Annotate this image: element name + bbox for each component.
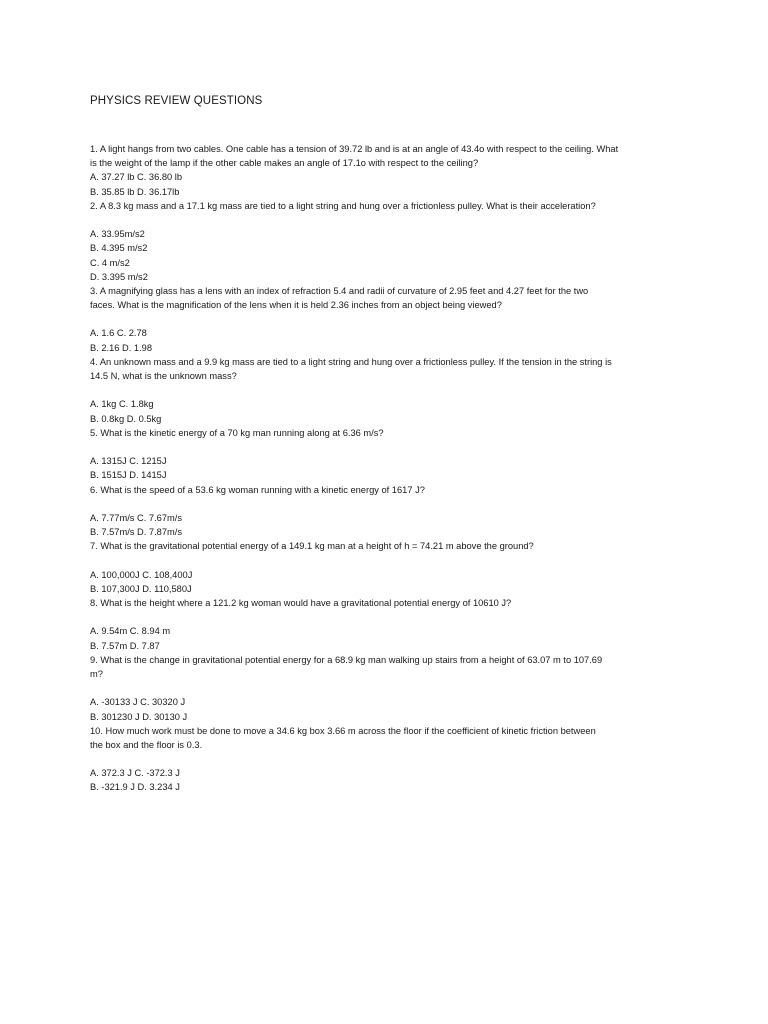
answer-choices-line: B. 7.57m/s D. 7.87m/s xyxy=(90,527,182,538)
questions-body xyxy=(90,142,690,795)
answer-choices-line: B. 301230 J D. 30130 J xyxy=(90,711,188,722)
question-text-line: the box and the floor is 0.3. xyxy=(90,739,203,750)
answer-choices-line: A. 9.54m C. 8.94 m xyxy=(90,626,171,637)
answer-choices-line: B. 4.395 m/s2 xyxy=(90,243,148,254)
question-text-line: is the weight of the lamp if the other cable makes an angle of 17.1o with respect to the ceiling? xyxy=(90,158,479,169)
blank-line xyxy=(90,752,690,766)
answer-choices-line: B. -321.9 J D. 3.234 J xyxy=(90,782,180,793)
question-text-line: 2. A 8.3 kg mass and a 17.1 kg mass are tied to a light string and hung over a frictionless pulley. What is their acceleration? xyxy=(90,200,596,211)
blank-line xyxy=(90,610,690,624)
answer-choices-line: A. 37.27 lb C. 36.80 lb xyxy=(90,172,182,183)
question-text-line: 5. What is the kinetic energy of a 70 kg man running along at 6.36 m/s? xyxy=(90,427,384,438)
answer-choices-line: A. 1kg C. 1.8kg xyxy=(90,399,154,410)
blank-line xyxy=(90,213,690,227)
answer-choices-line: B. 7.57m D. 7.87 xyxy=(90,640,160,651)
answer-choices-line: A. 33.95m/s2 xyxy=(90,229,145,240)
question-text-line: 4. An unknown mass and a 9.9 kg mass are tied to a light string and hung over a frictionless pulley. If the tension in the string is xyxy=(90,356,612,367)
answer-choices-line: B. 35.85 lb D. 36.17lb xyxy=(90,186,180,197)
blank-line xyxy=(90,383,690,397)
answer-choices-line: B. 2.16 D. 1.98 xyxy=(90,342,153,353)
answer-choices-line: A. 1.6 C. 2.78 xyxy=(90,328,147,339)
question-text-line: 8. What is the height where a 121.2 kg woman would have a gravitational potential energy of 10610 J? xyxy=(90,598,512,608)
question-text-line: 9. What is the change in gravitational potential energy for a 68.9 kg man walking up stairs from a height of 63.07 m to 107.69 xyxy=(90,654,603,665)
question-text-line: m? xyxy=(90,668,103,679)
question-text-line: 14.5 N, what is the unknown mass? xyxy=(90,371,237,381)
blank-line xyxy=(90,497,690,511)
answer-choices-line: B. 107,300J D. 110,580J xyxy=(90,583,192,594)
answer-choices-line: C. 4 m/s2 xyxy=(90,257,130,268)
question-text-line: faces. What is the magnification of the lens when it is held 2.36 inches from an object being viewed? xyxy=(90,300,502,311)
question-text-line: 1. A light hangs from two cables. One cable has a tension of 39.72 lb and is at an angle of 43.4o with respect to the ceiling. What xyxy=(90,144,619,154)
blank-line xyxy=(90,681,690,695)
question-text-line: 10. How much work must be done to move a 34.6 kg box 3.66 m across the floor if the coefficient of kinetic friction between xyxy=(90,725,596,736)
question-text-line: 6. What is the speed of a 53.6 kg woman running with a kinetic energy of 1617 J? xyxy=(90,484,425,495)
answer-choices-line: B. 0.8kg D. 0.5kg xyxy=(90,413,162,424)
answer-choices-line: A. 7.77m/s C. 7.67m/s xyxy=(90,512,182,523)
question-text-line: 3. A magnifying glass has a lens with an index of refraction 5.4 and radii of curvature of 2.95 feet and 4.27 feet for the two xyxy=(90,285,589,296)
answer-choices-line: A. 372.3 J C. -372.3 J xyxy=(90,768,180,779)
answer-choices-line: B. 1515J D. 1415J xyxy=(90,470,167,481)
blank-line xyxy=(90,553,690,567)
document-title: PHYSICS REVIEW QUESTIONS xyxy=(90,95,263,107)
answer-choices-line: A. 100,000J C. 108,400J xyxy=(90,569,193,580)
answer-choices-line: D. 3.395 m/s2 xyxy=(90,271,148,282)
question-text-line: 7. What is the gravitational potential energy of a 149.1 kg man at a height of h = 74.21 m above the ground? xyxy=(90,541,534,552)
answer-choices-line: A. 1315J C. 1215J xyxy=(90,456,167,467)
answer-choices-line: A. -30133 J C. 30320 J xyxy=(90,697,186,708)
blank-line xyxy=(90,440,690,454)
blank-line xyxy=(90,312,690,326)
